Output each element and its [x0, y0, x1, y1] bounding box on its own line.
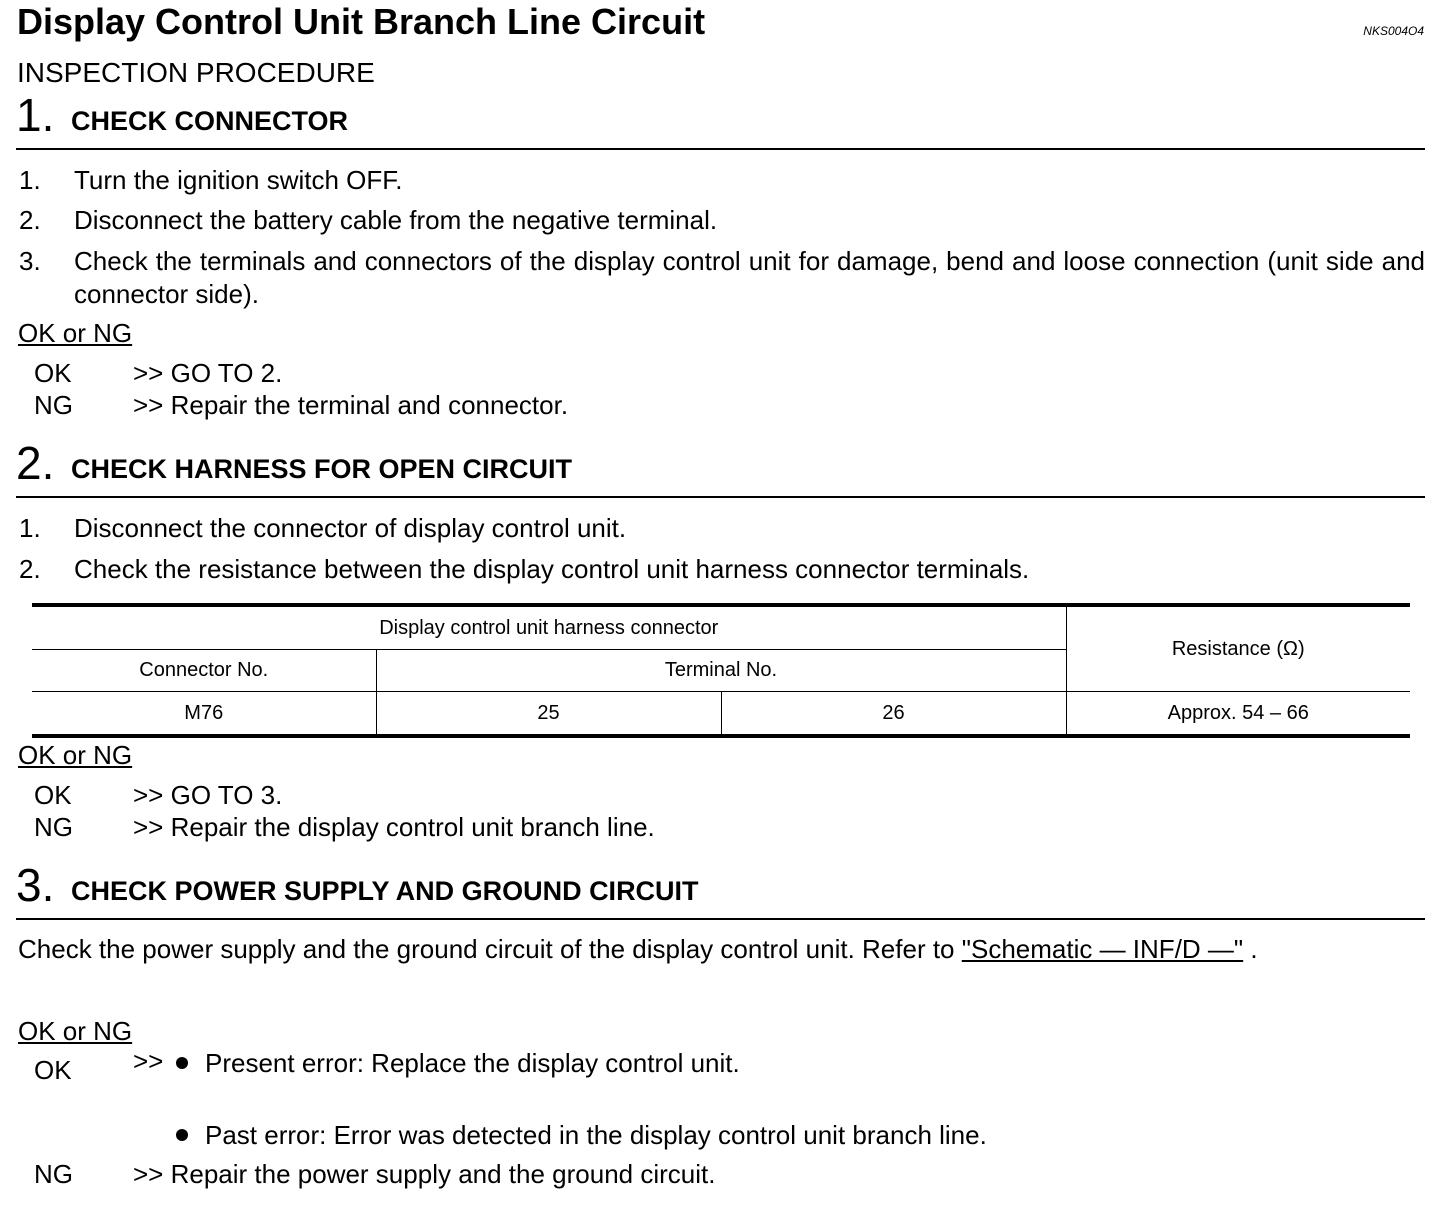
result-text-ng: >> Repair the display control unit branch line.	[133, 812, 655, 842]
table-resistance-header: Resistance (Ω)	[1066, 605, 1410, 692]
step-3-instruction	[18, 934, 1258, 964]
result-label-ok: OK	[34, 358, 72, 388]
result-text-ok: >> GO TO 3.	[133, 780, 283, 810]
table-cell-terminal-a: 25	[376, 692, 721, 737]
result-text-ng: >> Repair the power supply and the ground circuit.	[133, 1159, 716, 1189]
result-label-ok: OK	[34, 780, 72, 810]
list-item-text: Check the resistance between the display control unit harness connector terminals.	[74, 554, 1030, 584]
step-title: CHECK CONNECTOR	[71, 106, 349, 136]
table-cell-connector: M76	[32, 692, 376, 737]
list-item-text: Turn the ignition switch OFF.	[74, 165, 403, 195]
list-item-text: Check the terminals and connectors of the display control unit for damage, bend and loose connection (unit side and connector side).	[74, 246, 1425, 309]
bullet-item	[176, 1120, 987, 1150]
table-cell-terminal-b: 26	[721, 692, 1066, 737]
list-item-number: 3.	[19, 246, 41, 276]
step-title: CHECK HARNESS FOR OPEN CIRCUIT	[71, 454, 573, 484]
reference-id: NKS004O4	[1363, 24, 1424, 38]
result-label-ok: OK	[34, 1055, 72, 1085]
result-text-ng: >> Repair the terminal and connector.	[133, 390, 569, 420]
result-label-ng: NG	[34, 812, 73, 842]
result-label-ng: NG	[34, 390, 73, 420]
table-cell-resistance: Approx. 54 – 66	[1066, 692, 1410, 737]
step-number: 1.	[16, 89, 55, 141]
resistance-table	[32, 603, 1410, 738]
instruction-text-end: .	[1243, 934, 1258, 964]
bullet-item	[176, 1048, 740, 1078]
divider	[16, 496, 1425, 498]
page-title: Display Control Unit Branch Line Circuit	[17, 1, 706, 42]
instruction-text: Check the power supply and the ground circuit of the display control unit. Refer to	[18, 934, 962, 964]
result-label-ng: NG	[34, 1159, 73, 1189]
bullet-dot-icon	[176, 1129, 188, 1141]
list-item	[19, 245, 1425, 311]
bullet-dot-icon	[176, 1057, 188, 1069]
ok-or-ng-heading: OK or NG	[18, 318, 133, 348]
ok-or-ng-heading: OK or NG	[18, 1016, 133, 1046]
divider	[16, 148, 1425, 150]
step-number: 2.	[16, 437, 55, 489]
table-terminal-header: Terminal No.	[376, 650, 1066, 692]
list-item-number: 2.	[19, 205, 41, 235]
list-item-text: Disconnect the connector of display control unit.	[74, 513, 627, 543]
list-item-number: 2.	[19, 554, 41, 584]
list-item-text: Disconnect the battery cable from the negative terminal.	[74, 205, 718, 235]
bullet-text: Present error: Replace the display control unit.	[205, 1048, 740, 1078]
result-arrow-ok: >>	[133, 1046, 164, 1076]
step-title: CHECK POWER SUPPLY AND GROUND CIRCUIT	[71, 876, 699, 906]
schematic-link[interactable]: "Schematic — INF/D —"	[961, 934, 1244, 964]
ok-or-ng-heading: OK or NG	[18, 740, 133, 770]
table-row	[32, 692, 1410, 737]
table-group-header: Display control unit harness connector	[32, 605, 1066, 650]
step-number: 3.	[16, 859, 55, 911]
list-item-number: 1.	[19, 513, 41, 543]
bullet-text: Past error: Error was detected in the display control unit branch line.	[205, 1120, 987, 1150]
result-text-ok: >> GO TO 2.	[133, 358, 283, 388]
divider	[16, 918, 1425, 920]
section-subtitle: INSPECTION PROCEDURE	[17, 57, 375, 88]
list-item-number: 1.	[19, 165, 41, 195]
table-connector-header: Connector No.	[32, 650, 376, 692]
